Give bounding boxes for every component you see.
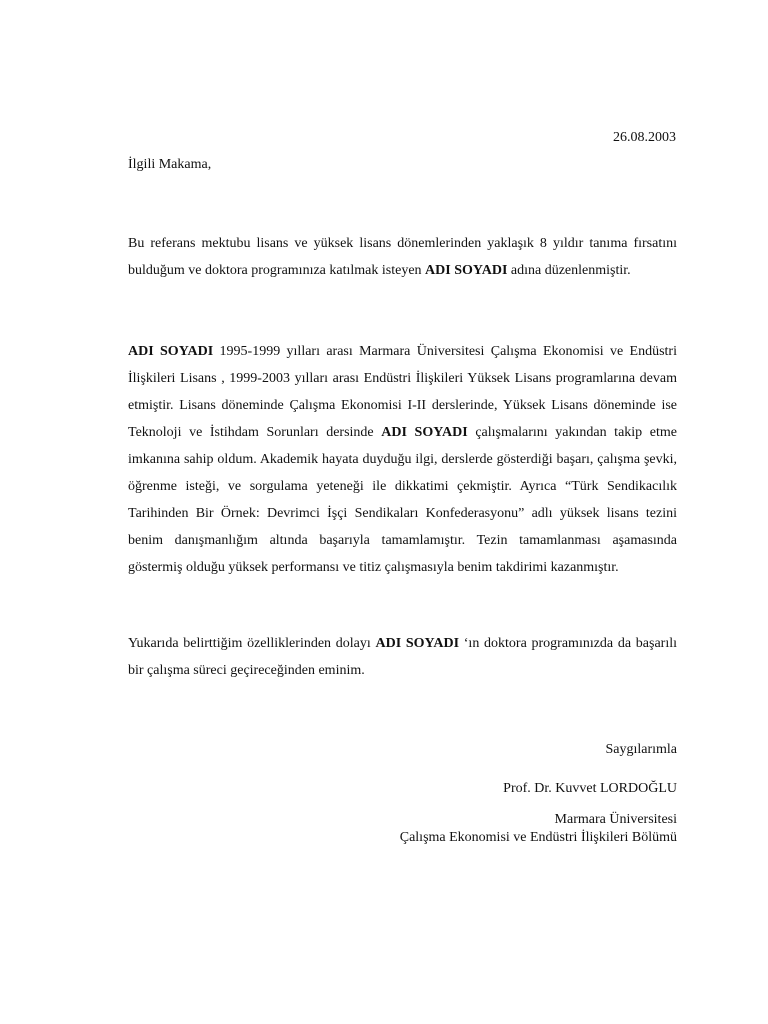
- signer-affiliation: [400, 811, 677, 847]
- paragraph-recommendation-text-2: ‘ın doktora programınızda da başarılı bir çalışma süreci geçireceğinden eminim.: [128, 636, 678, 678]
- paragraph-background-text-1: 1995-1999 yılları arası Marmara Üniversitesi Çalışma Ekonomisi ve Endüstri İlişkileri Lisans , 1999-2003 yılları arası Endüstri İlişkileri Yüksek Lisans programlarına devam etmiştir. Lisans döneminde Çalışma Ekonomisi I-II derslerinde, Yüksek Lisans döneminde ise Teknoloji ve İstihdam Sorunları dersinde: [128, 344, 677, 440]
- candidate-name: ADI SOYADI: [375, 636, 460, 651]
- paragraph-intro-text-1: Bu referans mektubu lisans ve yüksek lisans dönemlerinden yaklaşık 8 yıldır tanıma fırsatını bulduğum ve doktora programınıza katılmak isteyen: [128, 236, 677, 278]
- candidate-name: ADI SOYADI: [128, 344, 214, 359]
- paragraph-background-text-2: çalışmalarını yakından takip etme imkanına sahip oldum. Akademik hayata duyduğu ilgi, derslerde gösterdiği başarı, çalışma şevki, öğrenme isteği, ve sorgulama yeteneği ile dikkatimi çekmiştir. Ayrıca “Türk Sendikacılık Tarihinden Bir Örnek: Devrimci İşçi Sendikaları Konfederasyonu” adlı yüksek lisans tezini benim danışmanlığım altında başarıyla tamamlamıştır. Tezin tamamlanması aşamasında göstermiş olduğu yüksek performansı ve titiz çalışmasıyla benim takdirimi kazanmıştır.: [128, 425, 677, 575]
- paragraph-background: [128, 338, 677, 581]
- institution: Marmara Üniversitesi: [554, 812, 677, 827]
- paragraph-intro: [128, 230, 677, 284]
- closing: Saygılarımla: [605, 742, 677, 757]
- candidate-name: ADI SOYADI: [425, 263, 508, 278]
- candidate-name: ADI SOYADI: [381, 425, 468, 440]
- signer-name: Prof. Dr. Kuvvet LORDOĞLU: [503, 781, 677, 796]
- letter-date: 26.08.2003: [613, 130, 676, 145]
- paragraph-recommendation-text-1: Yukarıda belirttiğim özelliklerinden dolayı: [128, 636, 376, 651]
- salutation: İlgili Makama,: [128, 157, 212, 172]
- paragraph-intro-text-2: adına düzenlenmiştir.: [507, 263, 631, 278]
- paragraph-recommendation: [128, 630, 677, 684]
- department: Çalışma Ekonomisi ve Endüstri İlişkileri Bölümü: [399, 830, 677, 845]
